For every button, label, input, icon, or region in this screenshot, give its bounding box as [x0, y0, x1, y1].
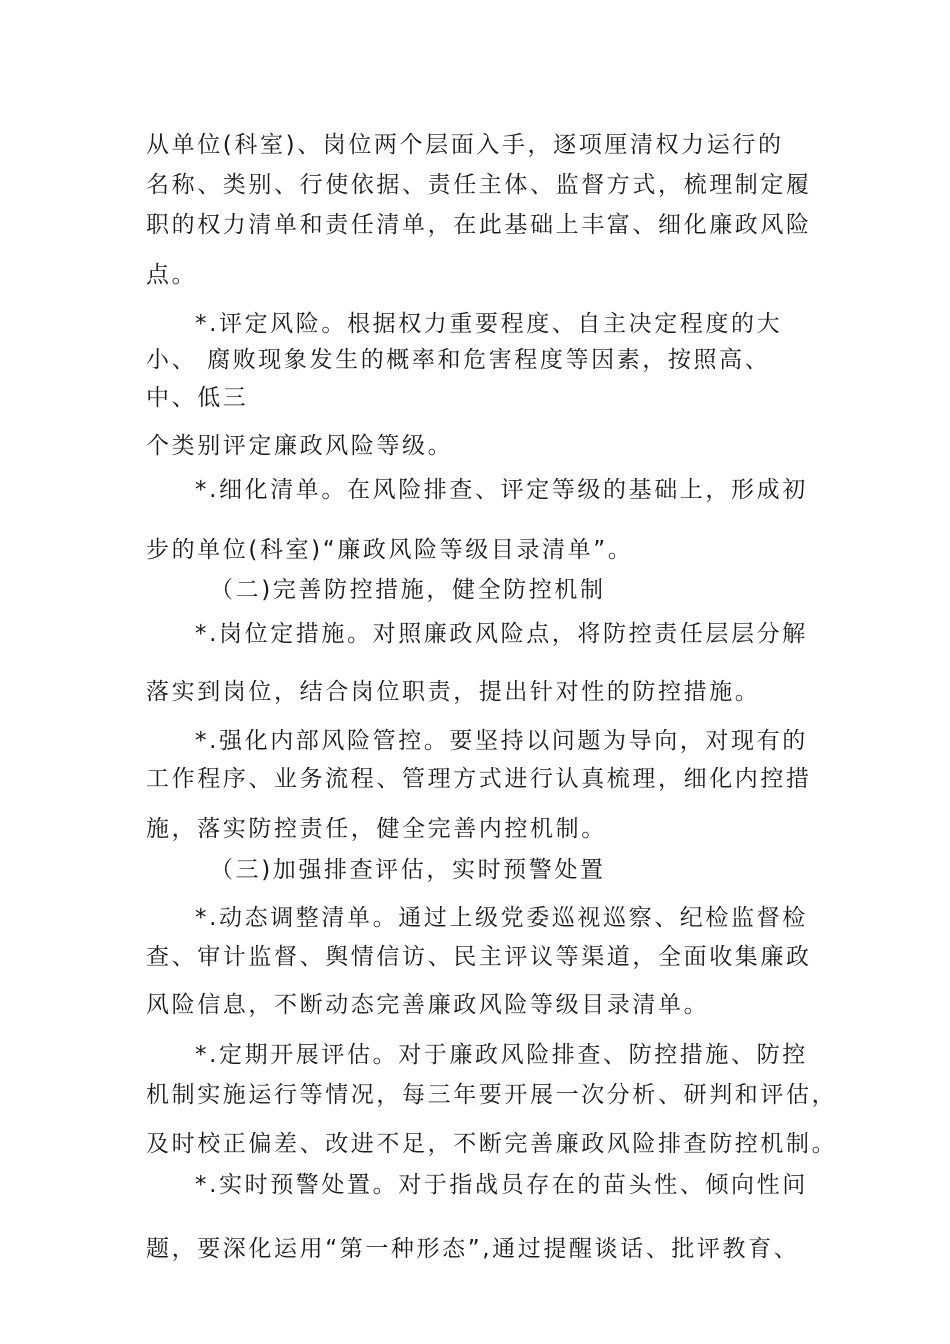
body-text-line: 施，落实防控责任，健全完善内控机制。: [146, 816, 607, 842]
list-item-realtime-warning: *.实时预警处置。对于指战员存在的苗头性、倾向性问: [195, 1172, 808, 1198]
body-text-line: 机制实施运行等情况，每三年要开展一次分析、研判和评估，: [146, 1082, 838, 1108]
body-text-line: 点。: [146, 262, 198, 288]
body-text-line: 落实到岗位，结合岗位职责，提出针对性的防控措施。: [146, 679, 761, 705]
list-item-assess-risk: *.评定风险。根据权力重要程度、自主决定程度的大: [195, 311, 783, 337]
body-text-line: 从单位(科室)、岗位两个层面入手，逐项厘清权力运行的: [146, 132, 784, 158]
body-text-line: 查、审计监督、舆情信访、民主评议等渠道，全面收集廉政: [146, 944, 812, 970]
body-text-line: 步的单位(科室)“廉政风险等级目录清单”。: [146, 537, 634, 563]
body-text-line: 工作程序、业务流程、管理方式进行认真梳理，细化内控措: [146, 766, 812, 792]
body-text-line: 中、低三: [146, 385, 249, 411]
body-text-line: 风险信息，不断动态完善廉政风险等级目录清单。: [146, 992, 710, 1018]
body-text-line: 小、 腐败现象发生的概率和危害程度等因素，按照高、: [146, 347, 771, 373]
list-item-periodic-assessment: *.定期开展评估。对于廉政风险排查、防控措施、防控: [195, 1042, 808, 1068]
body-text-line: 个类别评定廉政风险等级。: [146, 433, 454, 459]
list-item-refine-list: *.细化清单。在风险排查、评定等级的基础上，形成初: [195, 477, 808, 503]
list-item-internal-control: *.强化内部风险管控。要坚持以问题为导向，对现有的: [195, 728, 808, 754]
body-text-line: 职的权力清单和责任清单，在此基础上丰富、细化廉政风险: [146, 212, 812, 238]
list-item-post-measures: *.岗位定措施。对照廉政风险点，将防控责任层层分解: [195, 621, 808, 647]
list-item-dynamic-adjust: *.动态调整清单。通过上级党委巡视巡察、纪检监督检: [195, 905, 808, 931]
section-heading-3: （三)加强排查评估，实时预警处置: [210, 857, 606, 883]
body-text-line: 及时校正偏差、改进不足，不断完善廉政风险排查防控机制。: [146, 1131, 838, 1157]
section-heading-2: （二)完善防控措施，健全防控机制: [210, 577, 606, 603]
body-text-line: 题，要深化运用“第一种形态”,通过提醒谈话、批评教育、: [146, 1236, 800, 1262]
body-text-line: 名称、类别、行使依据、责任主体、监督方式，梳理制定履: [146, 172, 812, 198]
